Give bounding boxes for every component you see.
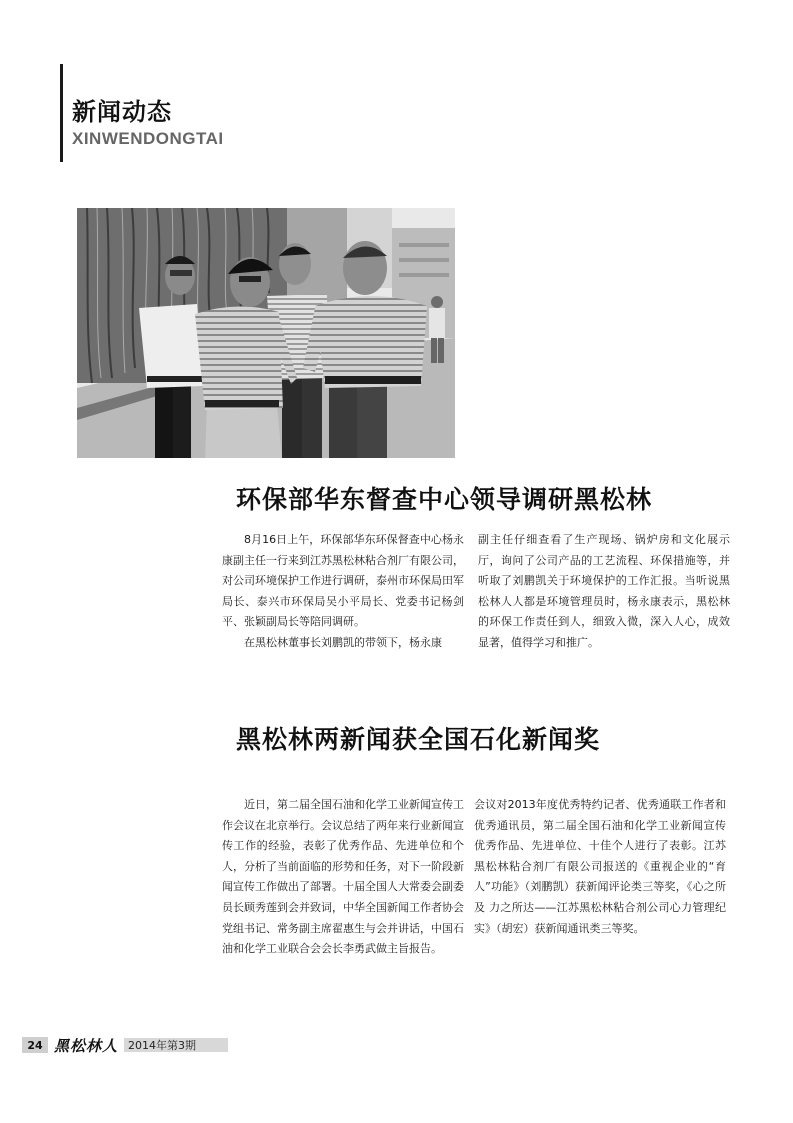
article1-headline: 环保部华东督查中心领导调研黑松林 — [236, 485, 653, 514]
article1-left-column — [222, 530, 464, 654]
article-photo — [77, 208, 455, 458]
page-footer — [22, 1037, 228, 1053]
paragraph: 会议对2013年度优秀特约记者、优秀通联工作者和优秀通讯员，第二届全国石油和化学工业新闻宣传优秀作品、先进单位、十佳个人进行了表彰。江苏黑松林粘合剂厂有限公司报送的《重视企业的“育人”功能》（刘鹏凯）获新闻评论类三等奖，《心之所及 力之所达——江苏黑松林粘合剂公司心力管理纪实》（胡宏）获新闻通讯类三等奖。 — [474, 798, 726, 935]
article1-right-column — [478, 530, 730, 654]
photo-illustration — [77, 208, 455, 458]
section-bar — [60, 64, 63, 162]
paragraph: 近日，第二届全国石油和化学工业新闻宣传工作会议在北京举行。会议总结了两年来行业新闻宣传工作的经验，表彰了优秀作品、先进单位和个人，分析了当前面临的形势和任务，对下一阶段新闻宣传工作做出了部署。十届全国人大常委会副委员长顾秀莲到会并致词，中华全国新闻工作者协会党组书记、常务副主席翟惠生与会并讲话，中国石油和化学工业联合会会长李勇武做主旨报告。 — [222, 798, 464, 956]
magazine-logo: 黑松林人 — [54, 1036, 119, 1055]
article2-headline: 黑松林两新闻获全国石化新闻奖 — [236, 725, 601, 754]
section-subtitle: XINWENDONGTAI — [72, 129, 224, 148]
issue-label: 2014年第3期 — [124, 1038, 228, 1052]
paragraph: 副主任仔细查看了生产现场、锅炉房和文化展示厅，询问了公司产品的工艺流程、环保措施等，并听取了刘鹏凯关于环境保护的工作汇报。当听说黑松林人人都是环境管理员时，杨永康表示，黑松林的环保工作责任到人，细致入微，深入人心，成效显著，值得学习和推广。 — [478, 533, 730, 649]
article2-right-column — [474, 795, 726, 939]
paragraph: 在黑松林董事长刘鹏凯的带领下，杨永康 — [244, 635, 442, 649]
paragraph: 8月16日上午，环保部华东环保督查中心杨永康副主任一行来到江苏黑松林粘合剂厂有限公司，对公司环境保护工作进行调研，泰州市环保局田军局长、泰兴市环保局吴小平局长、党委书记杨剑平、张颖副局长等陪同调研。 — [222, 533, 464, 629]
page-number: 24 — [22, 1037, 48, 1053]
section-title: 新闻动态 — [72, 98, 172, 126]
article2-left-column — [222, 795, 464, 960]
